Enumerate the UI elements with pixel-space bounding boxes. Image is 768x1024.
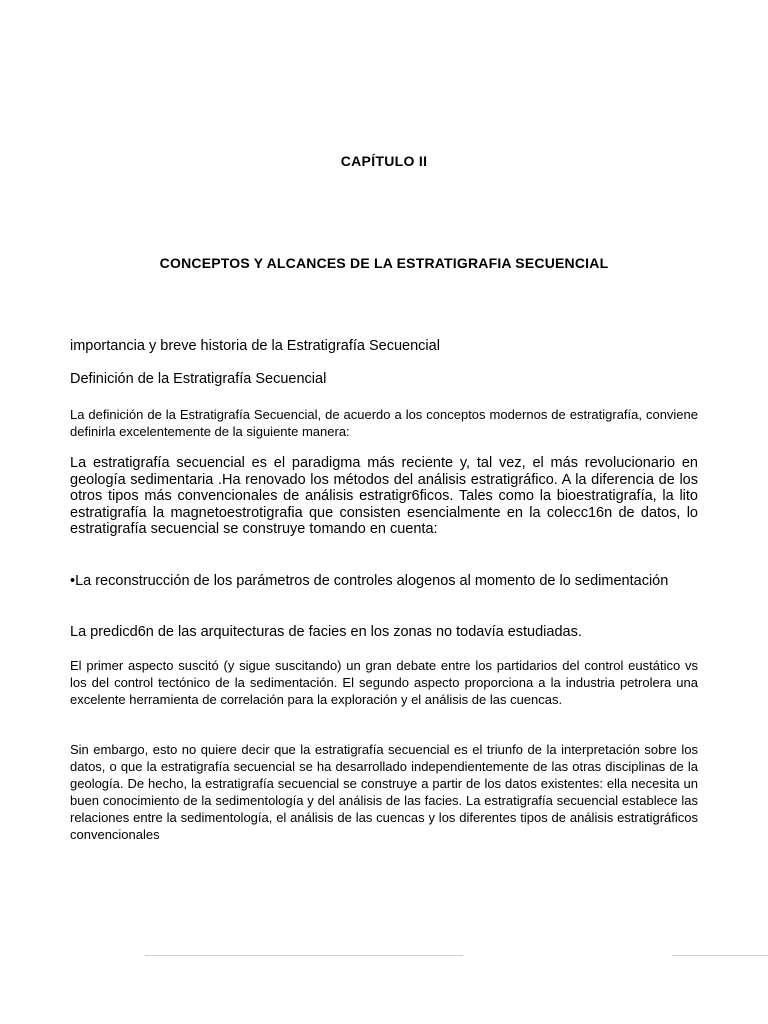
- paragraph-first-aspect: El primer aspecto suscitó (y sigue suscitando) un gran debate entre los partidarios del control eustático vs los del control tectónico de la sedimentación. El segundo aspecto proporciona a la industria petrolera una excelente herramienta de correlación para la exploración y el análisis de las cuencas.: [70, 658, 698, 707]
- section-heading-definition: Definición de la Estratigrafía Secuencial: [70, 371, 327, 387]
- chapter-title: CONCEPTOS Y ALCANCES DE LA ESTRATIGRAFIA SECUENCIAL: [159, 255, 609, 271]
- paragraph-definition-intro: La definición de la Estratigrafía Secuencial, de acuerdo a los conceptos modernos de estratigrafía, conviene definirla excelentemente de la siguiente manera:: [70, 407, 698, 439]
- paragraph-sequence-stratigraphy: La estratigrafía secuencial es el paradigma más reciente y, tal vez, el más revolucionario en geología sedimentaria .Ha renovado los métodos del análisis estratigráfico. A la diferencia de los otros tipos más convencionales de análisis estratigr6ficos. Tales como la bioestratigrafía, la lito estratigrafía la magnetoestrotigrafia que consisten esencialmente en la colecc16n de datos, lo estratigrafía secuencial se construye tomando en cuenta:: [70, 455, 698, 537]
- paragraph-however: Sin embargo, esto no quiere decir que la estratigrafía secuencial es el triunfo de la interpretación sobre los datos, o que la estratigrafía secuencial se ha desarrollado independientemente de las otras disciplinas de la geología. De hecho, la estratigrafía secuencial se construye a partir de los datos existentes: ella necesita un buen conocimiento de la sedimentología y del análisis de las facies. La estratigrafía secuencial establece las relaciones entre la sedimentología, el análisis de las cuencas y los diferentes tipos de análisis estratigráficos convencionales: [70, 742, 698, 842]
- footer-divider-right: [672, 955, 768, 956]
- footer-divider-left: [145, 955, 463, 956]
- paragraph-facies-prediction: La predicd6n de las arquitecturas de facies en los zonas no todavía estudiadas.: [70, 624, 582, 640]
- section-heading-importance: importancia y breve historia de la Estratigrafía Secuencial: [70, 338, 440, 354]
- bullet-reconstruction: •La reconstrucción de los parámetros de controles alogenos al momento de lo sedimentación: [70, 573, 669, 589]
- chapter-heading: CAPÍTULO II: [340, 153, 428, 169]
